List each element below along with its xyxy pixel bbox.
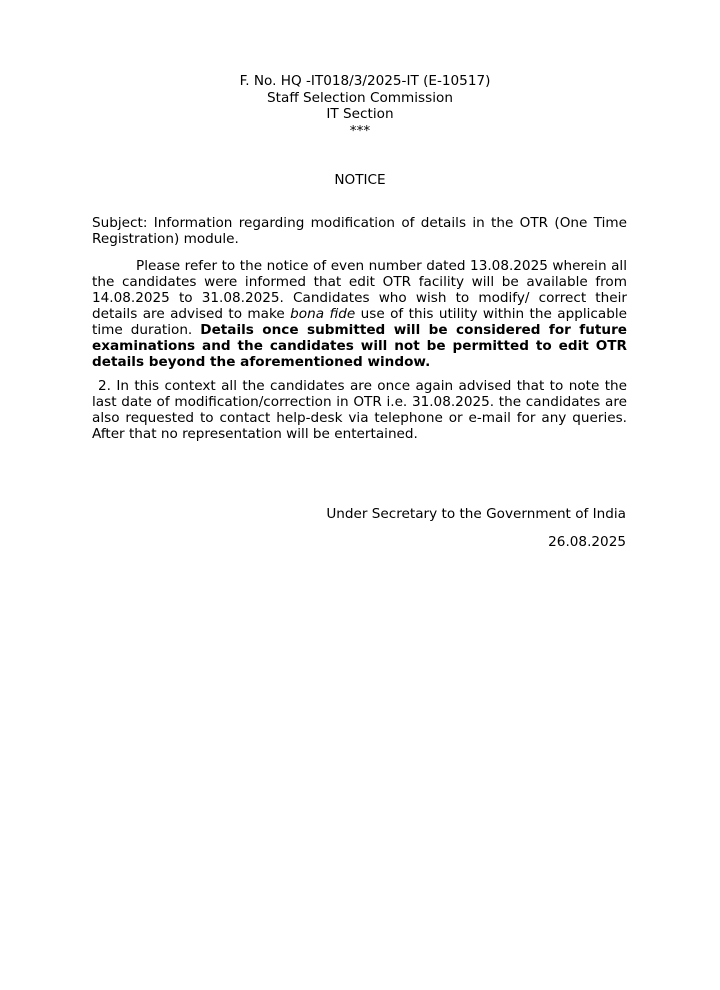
file-number: F. No. HQ -IT018/3/2025-IT (E-10517) bbox=[239, 73, 491, 89]
paragraph-1-italic: bona fide bbox=[290, 306, 356, 322]
separator-stars: *** bbox=[349, 122, 371, 139]
paragraph-2-text: 2. In this context all the candidates are once again advised that to note the last date of modification/correction in OTR i.e. 31.08.2025. the candidates are also requested to contact help-desk via telephone or e-mail for any queries. After that no representation will be entertained. bbox=[92, 378, 627, 442]
document-header bbox=[0, 73, 720, 139]
notice-title: NOTICE bbox=[334, 172, 386, 188]
paragraph-1 bbox=[92, 258, 627, 370]
section-name: IT Section bbox=[326, 106, 394, 122]
subject-line: Subject: Information regarding modification of details in the OTR (One Time Registration) module. bbox=[92, 215, 627, 247]
organization-name: Staff Selection Commission bbox=[267, 89, 453, 106]
notice-date: 26.08.2025 bbox=[548, 534, 626, 550]
paragraph-2 bbox=[92, 378, 627, 442]
paragraph-1-text-b: use of this utility within the applicable time duration. bbox=[92, 306, 627, 338]
signatory-designation: Under Secretary to the Government of India bbox=[326, 506, 626, 522]
paragraph-1-text-a: Please refer to the notice of even number dated 13.08.2025 wherein all the candidates were informed that edit OTR facility will be available from 14.08.2025 to 31.08.2025. Candidates who wish to modify/ correct their details are advised to make bbox=[92, 258, 627, 322]
paragraph-1-bold: Details once submitted will be considered for future examinations and the candidates will not be permitted to edit OTR details beyond the aforementioned window. bbox=[92, 322, 627, 370]
